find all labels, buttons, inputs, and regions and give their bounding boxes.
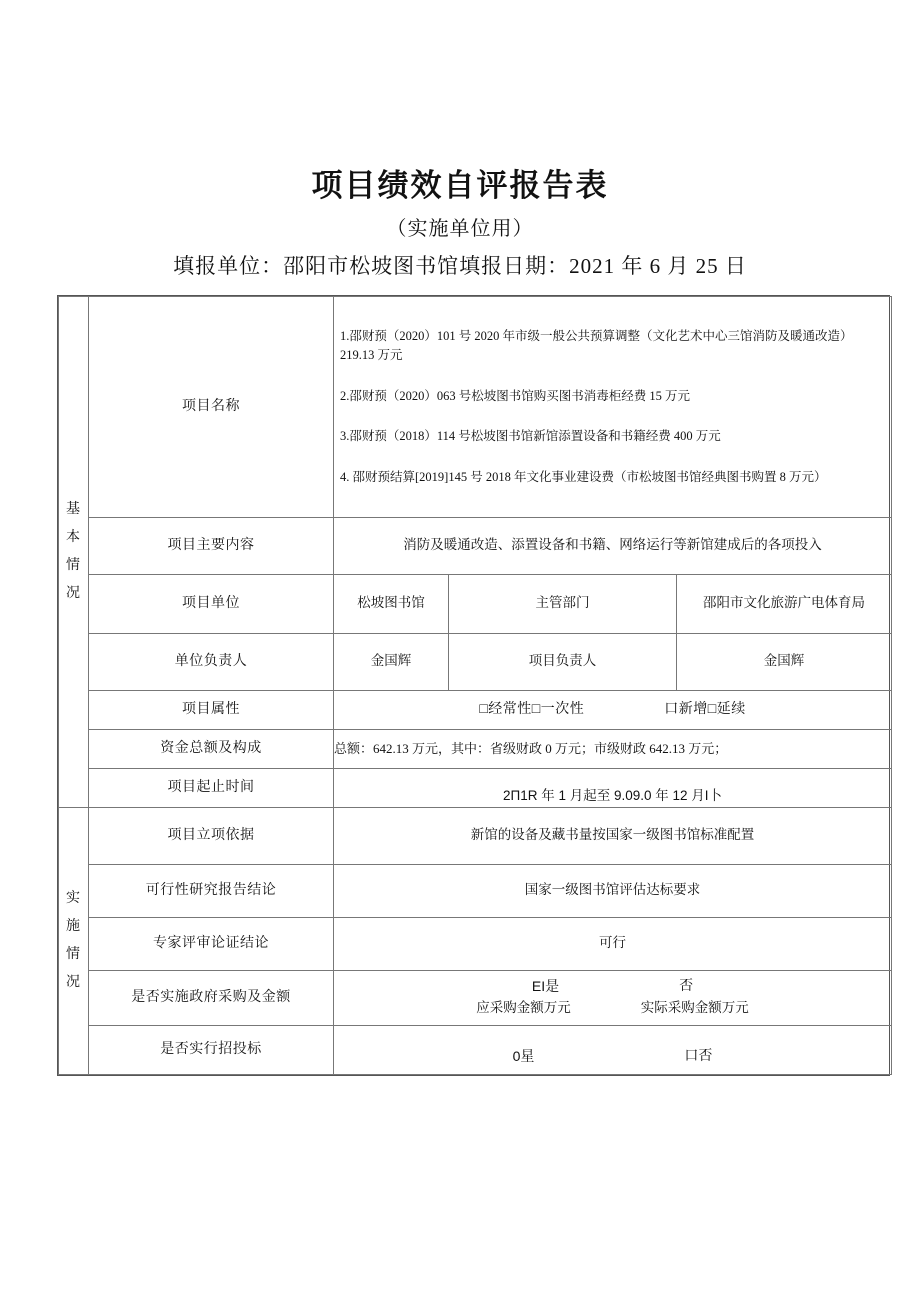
section-char-2: 本 xyxy=(66,529,81,545)
row-label-project-unit: 项目单位 xyxy=(89,574,334,633)
project-name-list xyxy=(334,297,891,517)
row-label-bidding: 是否实行招投标 xyxy=(89,1025,334,1074)
table-row xyxy=(59,807,892,864)
cell-project-unit-value: 松坡图书馆 xyxy=(334,574,449,633)
cell-unit-head-value: 金国辉 xyxy=(334,633,449,690)
bidding-choice-row xyxy=(334,1046,891,1068)
cell-project-head-value: 金国辉 xyxy=(677,633,892,690)
report-meta-line: 填报单位：邵阳市松坡图书馆填报日期：2021 年 6 月 25 日 xyxy=(173,254,747,278)
row-label-project-head: 项目负责人 xyxy=(449,633,677,690)
table-row xyxy=(59,1025,892,1074)
cell-project-name-value xyxy=(334,297,892,518)
row-label-expert-conclusion: 专家评审论证结论 xyxy=(89,917,334,970)
row-label-feasibility: 可行性研究报告结论 xyxy=(89,864,334,917)
section-char-2: 施 xyxy=(66,918,81,934)
report-table-wrapper xyxy=(57,295,890,1076)
checkbox-group-regular-onetime[interactable]: □经常性□一次性 xyxy=(479,701,585,717)
procurement-actual-amount-label: 实际采购金额万元 xyxy=(640,1000,749,1016)
cell-funding-total-value: 总额：642.13 万元，其中：省级财政 0 万元；市级财政 642.13 万元； xyxy=(334,729,892,768)
table-row xyxy=(59,633,892,690)
procurement-choice-row xyxy=(334,976,891,998)
project-name-item-2: 2.邵财预（2020）063 号松坡图书馆购买图书消毒柜经费 15 万元 xyxy=(340,388,691,403)
page-subtitle: （实施单位用） xyxy=(386,218,534,240)
section-label-implementation xyxy=(59,807,89,1074)
bidding-no-option[interactable]: 口否 xyxy=(684,1049,713,1065)
cell-bidding-value xyxy=(334,1025,892,1074)
procurement-yes-option[interactable]: EI是 xyxy=(531,978,560,995)
page-title: 项目绩效自评报告表 xyxy=(311,168,609,203)
cell-project-period-value xyxy=(334,768,892,807)
checkbox-group-new-continued[interactable]: 口新增□延续 xyxy=(664,701,746,717)
project-name-item-4: 4. 邵财预结算[2019]145 号 2018 年文化事业建设费（市松坡图书馆经典图书购置 8 万元） xyxy=(340,470,827,484)
row-label-project-attribute: 项目属性 xyxy=(89,690,334,729)
table-row xyxy=(59,917,892,970)
table-row xyxy=(59,517,892,574)
section-char-4: 况 xyxy=(66,585,81,601)
cell-project-content-value: 消防及暖通改造、添置设备和书籍、网络运行等新馆建成后的各项投入 xyxy=(334,517,892,574)
row-label-project-period: 项目起止时间 xyxy=(89,768,334,807)
cell-expert-conclusion-value: 可行 xyxy=(334,917,892,970)
cell-feasibility-value: 国家一级图书馆评估达标要求 xyxy=(334,864,892,917)
section-label-basic xyxy=(59,297,89,808)
bidding-yes-option[interactable]: 0星 xyxy=(512,1048,535,1065)
row-label-unit-head: 单位负责人 xyxy=(89,633,334,690)
report-table xyxy=(58,296,892,1075)
cell-supervising-dept-value: 邵阳市文化旅游广电体育局 xyxy=(677,574,892,633)
table-row xyxy=(59,690,892,729)
cell-project-attribute-value xyxy=(334,690,892,729)
project-name-item-3: 3.邵财预（2018）114 号松坡图书馆新馆添置设备和书籍经费 400 万元 xyxy=(340,429,721,444)
row-label-project-basis: 项目立项依据 xyxy=(89,807,334,864)
cell-gov-procurement-value xyxy=(334,970,892,1025)
table-row xyxy=(59,729,892,768)
project-period-text: 2Π1R 年 1 月起至 9.09.0 年 12 月I卜 xyxy=(502,787,723,803)
row-label-project-content: 项目主要内容 xyxy=(89,517,334,574)
section-char-3: 情 xyxy=(66,946,81,962)
section-char-1: 基 xyxy=(66,501,81,517)
row-label-project-name: 项目名称 xyxy=(89,297,334,518)
row-label-supervising-dept: 主管部门 xyxy=(449,574,677,633)
table-row xyxy=(59,768,892,807)
project-name-item-1: 1.邵财预（2020）101 号 2020 年市级一般公共预算调整（文化艺术中心三馆消防及暖通改造）219.13 万元 xyxy=(340,329,853,362)
table-row xyxy=(59,970,892,1025)
procurement-should-amount-label: 应采购金额万元 xyxy=(476,1000,571,1016)
row-label-funding-total: 资金总额及构成 xyxy=(89,729,334,768)
procurement-amount-row xyxy=(334,998,891,1019)
section-char-4: 况 xyxy=(66,974,81,990)
attribute-checkbox-row xyxy=(334,699,891,721)
section-char-3: 情 xyxy=(66,557,81,573)
section-char-1: 实 xyxy=(66,890,81,906)
table-row xyxy=(59,864,892,917)
row-label-gov-procurement: 是否实施政府采购及金额 xyxy=(89,970,334,1025)
table-row xyxy=(59,297,892,518)
cell-project-basis-value: 新馆的设备及藏书量按国家一级图书馆标准配置 xyxy=(334,807,892,864)
table-row xyxy=(59,574,892,633)
procurement-no-option[interactable]: 否 xyxy=(679,979,694,995)
